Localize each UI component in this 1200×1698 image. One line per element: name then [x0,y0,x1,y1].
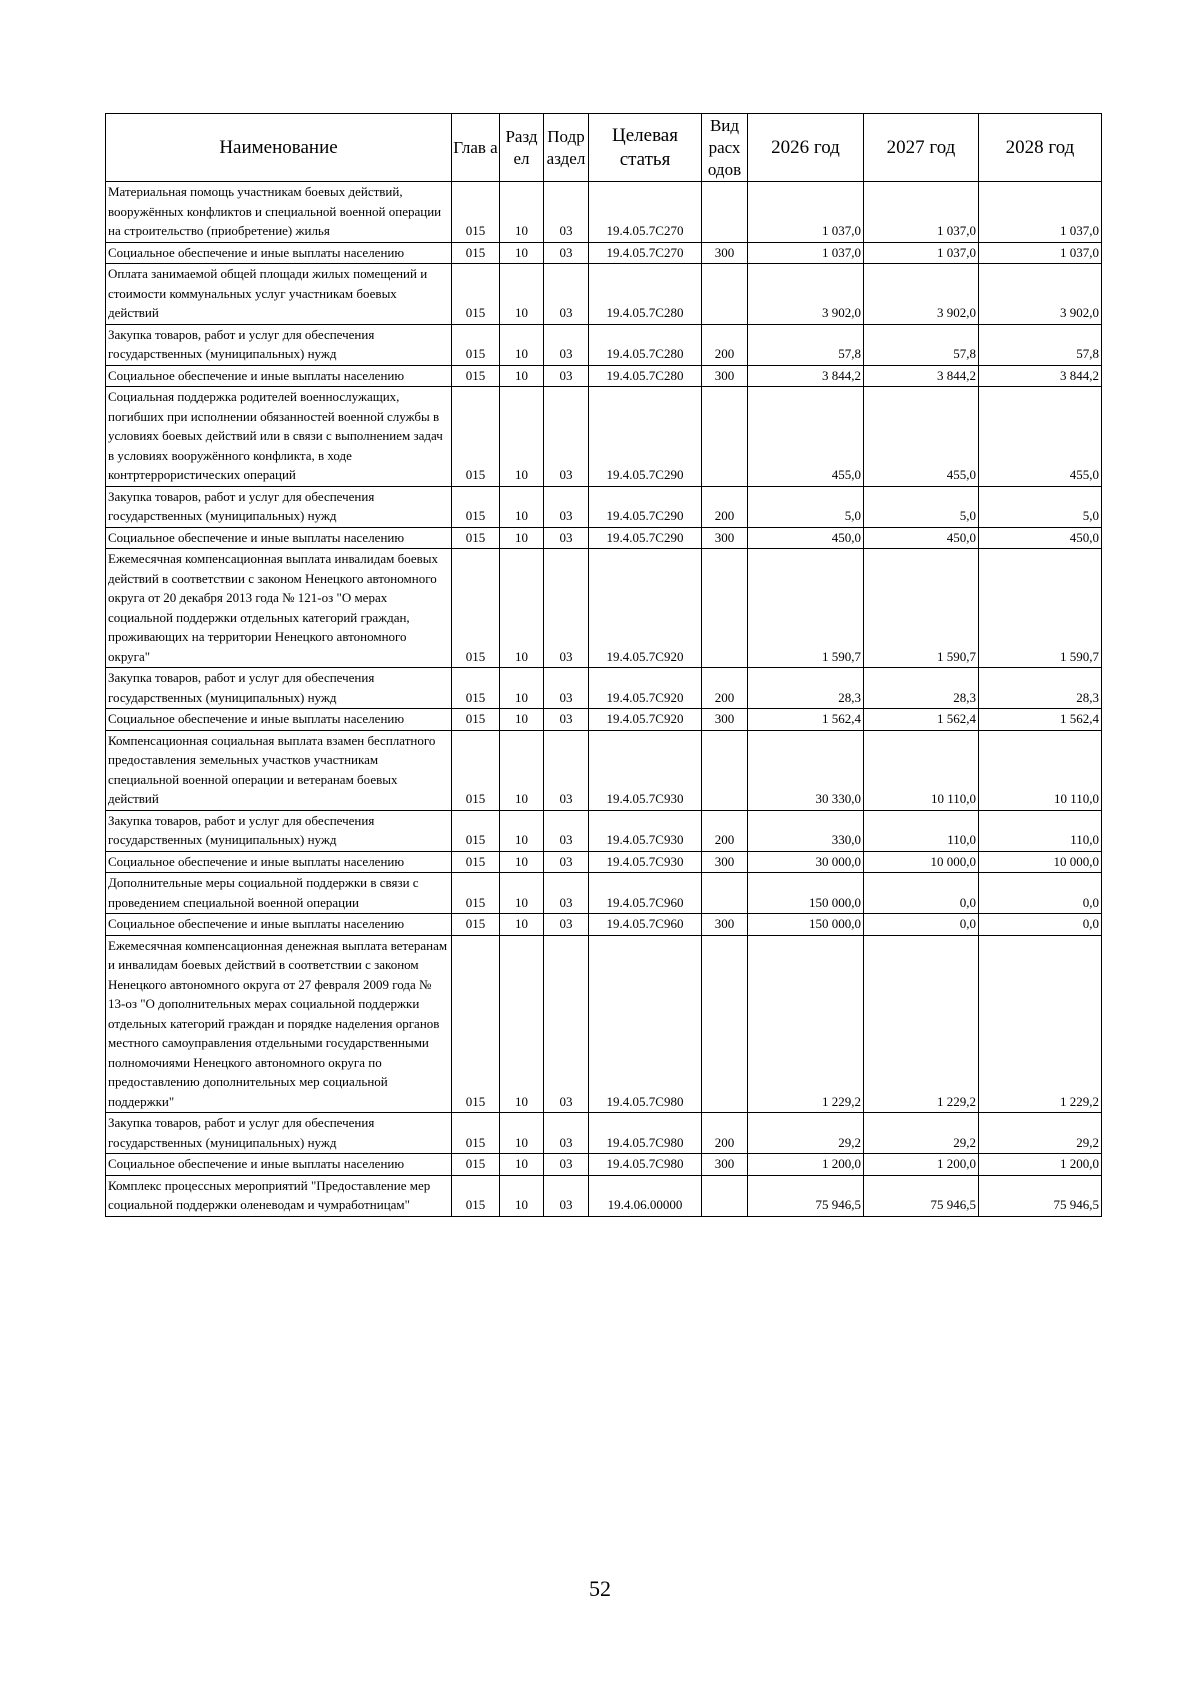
value-2028-cell: 5,0 [979,486,1102,527]
row-name-cell: Социальное обеспечение и иные выплаты населению [106,365,452,387]
row-name-cell: Компенсационная социальная выплата взамен бесплатного предоставления земельных участков участникам специальной военной операции и ветеранам боевых действий [106,730,452,810]
vid-cell [702,182,748,243]
podrazdel-cell: 03 [544,365,589,387]
podrazdel-cell: 03 [544,730,589,810]
vid-cell: 200 [702,810,748,851]
podrazdel-cell: 03 [544,182,589,243]
vid-cell [702,730,748,810]
podrazdel-cell: 03 [544,668,589,709]
value-2028-cell: 29,2 [979,1113,1102,1154]
header-2026: 2026 год [748,114,864,182]
row-name-cell: Закупка товаров, работ и услуг для обеспечения государственных (муниципальных) нужд [106,668,452,709]
podrazdel-cell: 03 [544,935,589,1113]
header-razdel: Разд ел [500,114,544,182]
statya-cell: 19.4.05.7С980 [589,1113,702,1154]
table-row [106,182,1102,243]
header-vid: Вид расх одов [702,114,748,182]
value-2028-cell: 28,3 [979,668,1102,709]
value-2026-cell: 75 946,5 [748,1175,864,1216]
value-2027-cell: 0,0 [864,914,979,936]
header-name: Наименование [106,114,452,182]
statya-cell: 19.4.05.7С290 [589,527,702,549]
table-row [106,387,1102,487]
page-number: 52 [589,1576,611,1601]
value-2027-cell: 1 229,2 [864,935,979,1113]
statya-cell: 19.4.05.7С980 [589,1154,702,1176]
value-2026-cell: 1 229,2 [748,935,864,1113]
value-2028-cell: 3 844,2 [979,365,1102,387]
glava-cell: 015 [452,730,500,810]
razdel-cell: 10 [500,527,544,549]
podrazdel-cell: 03 [544,914,589,936]
podrazdel-cell: 03 [544,264,589,325]
value-2026-cell: 1 590,7 [748,549,864,668]
row-name-cell: Социальное обеспечение и иные выплаты населению [106,914,452,936]
podrazdel-cell: 03 [544,1113,589,1154]
vid-cell [702,935,748,1113]
value-2027-cell: 450,0 [864,527,979,549]
podrazdel-cell: 03 [544,242,589,264]
value-2026-cell: 1 200,0 [748,1154,864,1176]
razdel-cell: 10 [500,668,544,709]
podrazdel-cell: 03 [544,1175,589,1216]
vid-cell: 300 [702,242,748,264]
row-name-cell: Социальное обеспечение и иные выплаты населению [106,709,452,731]
value-2027-cell: 3 902,0 [864,264,979,325]
budget-table [105,113,1102,1217]
statya-cell: 19.4.05.7С930 [589,851,702,873]
value-2028-cell: 10 000,0 [979,851,1102,873]
table-row [106,914,1102,936]
value-2028-cell: 0,0 [979,873,1102,914]
glava-cell: 015 [452,810,500,851]
row-name-cell: Закупка товаров, работ и услуг для обеспечения государственных (муниципальных) нужд [106,486,452,527]
glava-cell: 015 [452,1113,500,1154]
glava-cell: 015 [452,527,500,549]
table-row [106,242,1102,264]
value-2027-cell: 0,0 [864,873,979,914]
vid-cell [702,387,748,487]
glava-cell: 015 [452,387,500,487]
header-statya: Целевая статья [589,114,702,182]
value-2027-cell: 3 844,2 [864,365,979,387]
vid-cell: 300 [702,914,748,936]
razdel-cell: 10 [500,730,544,810]
razdel-cell: 10 [500,873,544,914]
table-row [106,873,1102,914]
statya-cell: 19.4.05.7С960 [589,873,702,914]
table-row [106,486,1102,527]
value-2026-cell: 150 000,0 [748,914,864,936]
row-name-cell: Ежемесячная компенсационная денежная выплата ветеранам и инвалидам боевых действий в соответствии с законом Ненецкого автономного округа от 27 февраля 2009 года № 13-оз "О дополнительных мерах социальной поддержки отдельных категорий граждан и порядке наделения органов местного самоуправления отдельными государственными полномочиями Ненецкого автономного округа по предоставлению дополнительных мер социальной поддержки" [106,935,452,1113]
statya-cell: 19.4.05.7С920 [589,709,702,731]
table-row [106,527,1102,549]
statya-cell: 19.4.05.7С280 [589,365,702,387]
value-2028-cell: 455,0 [979,387,1102,487]
row-name-cell: Закупка товаров, работ и услуг для обеспечения государственных (муниципальных) нужд [106,1113,452,1154]
table-row [106,1154,1102,1176]
razdel-cell: 10 [500,387,544,487]
value-2028-cell: 1 200,0 [979,1154,1102,1176]
razdel-cell: 10 [500,851,544,873]
vid-cell: 200 [702,324,748,365]
statya-cell: 19.4.06.00000 [589,1175,702,1216]
row-name-cell: Материальная помощь участникам боевых действий, вооружённых конфликтов и специальной военной операции на строительство (приобретение) жилья [106,182,452,243]
header-glava: Глав а [452,114,500,182]
razdel-cell: 10 [500,486,544,527]
value-2026-cell: 3 902,0 [748,264,864,325]
row-name-cell: Социальное обеспечение и иные выплаты населению [106,527,452,549]
value-2026-cell: 29,2 [748,1113,864,1154]
row-name-cell: Комплекс процессных мероприятий "Предоставление мер социальной поддержки оленеводам и чумработницам" [106,1175,452,1216]
value-2026-cell: 330,0 [748,810,864,851]
podrazdel-cell: 03 [544,324,589,365]
row-name-cell: Оплата занимаемой общей площади жилых помещений и стоимости коммунальных услуг участникам боевых действий [106,264,452,325]
value-2027-cell: 5,0 [864,486,979,527]
row-name-cell: Ежемесячная компенсационная выплата инвалидам боевых действий в соответствии с законом Ненецкого автономного округа от 20 декабря 2013 года № 121-оз "О мерах социальной поддержки отдельных категорий граждан, проживающих на территории Ненецкого автономного округа" [106,549,452,668]
value-2026-cell: 28,3 [748,668,864,709]
value-2027-cell: 29,2 [864,1113,979,1154]
value-2027-cell: 28,3 [864,668,979,709]
row-name-cell: Дополнительные меры социальной поддержки в связи с проведением специальной военной операции [106,873,452,914]
table-row [106,851,1102,873]
value-2026-cell: 5,0 [748,486,864,527]
table-row [106,324,1102,365]
statya-cell: 19.4.05.7С920 [589,549,702,668]
value-2028-cell: 0,0 [979,914,1102,936]
razdel-cell: 10 [500,810,544,851]
value-2026-cell: 1 037,0 [748,182,864,243]
podrazdel-cell: 03 [544,873,589,914]
razdel-cell: 10 [500,182,544,243]
statya-cell: 19.4.05.7С270 [589,182,702,243]
vid-cell: 300 [702,709,748,731]
header-2027: 2027 год [864,114,979,182]
vid-cell: 300 [702,851,748,873]
value-2026-cell: 3 844,2 [748,365,864,387]
value-2028-cell: 75 946,5 [979,1175,1102,1216]
value-2027-cell: 1 562,4 [864,709,979,731]
value-2027-cell: 110,0 [864,810,979,851]
value-2026-cell: 1 562,4 [748,709,864,731]
value-2028-cell: 1 037,0 [979,182,1102,243]
vid-cell: 300 [702,1154,748,1176]
statya-cell: 19.4.05.7С920 [589,668,702,709]
razdel-cell: 10 [500,1175,544,1216]
vid-cell: 300 [702,365,748,387]
podrazdel-cell: 03 [544,851,589,873]
glava-cell: 015 [452,1175,500,1216]
glava-cell: 015 [452,914,500,936]
value-2028-cell: 1 229,2 [979,935,1102,1113]
glava-cell: 015 [452,549,500,668]
podrazdel-cell: 03 [544,709,589,731]
table-body [106,182,1102,1217]
glava-cell: 015 [452,709,500,731]
value-2028-cell: 450,0 [979,527,1102,549]
statya-cell: 19.4.05.7С280 [589,264,702,325]
value-2026-cell: 150 000,0 [748,873,864,914]
value-2028-cell: 10 110,0 [979,730,1102,810]
glava-cell: 015 [452,486,500,527]
table-row [106,668,1102,709]
podrazdel-cell: 03 [544,527,589,549]
razdel-cell: 10 [500,914,544,936]
value-2026-cell: 450,0 [748,527,864,549]
glava-cell: 015 [452,935,500,1113]
statya-cell: 19.4.05.7С280 [589,324,702,365]
statya-cell: 19.4.05.7С980 [589,935,702,1113]
table-row [106,935,1102,1113]
header-row [106,114,1102,182]
value-2027-cell: 455,0 [864,387,979,487]
statya-cell: 19.4.05.7С960 [589,914,702,936]
podrazdel-cell: 03 [544,387,589,487]
vid-cell: 300 [702,527,748,549]
glava-cell: 015 [452,873,500,914]
glava-cell: 015 [452,242,500,264]
glava-cell: 015 [452,324,500,365]
value-2027-cell: 1 037,0 [864,242,979,264]
value-2027-cell: 10 110,0 [864,730,979,810]
razdel-cell: 10 [500,264,544,325]
razdel-cell: 10 [500,709,544,731]
glava-cell: 015 [452,1154,500,1176]
value-2027-cell: 57,8 [864,324,979,365]
value-2027-cell: 10 000,0 [864,851,979,873]
header-2028: 2028 год [979,114,1102,182]
razdel-cell: 10 [500,1154,544,1176]
row-name-cell: Закупка товаров, работ и услуг для обеспечения государственных (муниципальных) нужд [106,810,452,851]
table-row [106,709,1102,731]
glava-cell: 015 [452,264,500,325]
table-row [106,730,1102,810]
vid-cell: 200 [702,486,748,527]
table-row [106,1113,1102,1154]
value-2026-cell: 455,0 [748,387,864,487]
razdel-cell: 10 [500,1113,544,1154]
vid-cell [702,264,748,325]
statya-cell: 19.4.05.7С270 [589,242,702,264]
vid-cell [702,873,748,914]
razdel-cell: 10 [500,935,544,1113]
value-2026-cell: 1 037,0 [748,242,864,264]
value-2027-cell: 1 590,7 [864,549,979,668]
razdel-cell: 10 [500,242,544,264]
header-podrazdel: Подр аздел [544,114,589,182]
value-2028-cell: 110,0 [979,810,1102,851]
statya-cell: 19.4.05.7С930 [589,810,702,851]
vid-cell [702,549,748,668]
row-name-cell: Социальная поддержка родителей военнослужащих, погибших при исполнении обязанностей военной службы в условиях боевых действий или в связи с выполнением задач в условиях вооружённого конфликта, в ходе контртеррористических операций [106,387,452,487]
vid-cell: 200 [702,668,748,709]
value-2027-cell: 1 037,0 [864,182,979,243]
statya-cell: 19.4.05.7С290 [589,486,702,527]
value-2027-cell: 1 200,0 [864,1154,979,1176]
glava-cell: 015 [452,851,500,873]
value-2028-cell: 1 562,4 [979,709,1102,731]
value-2026-cell: 57,8 [748,324,864,365]
vid-cell: 200 [702,1113,748,1154]
row-name-cell: Закупка товаров, работ и услуг для обеспечения государственных (муниципальных) нужд [106,324,452,365]
value-2028-cell: 57,8 [979,324,1102,365]
value-2028-cell: 1 037,0 [979,242,1102,264]
value-2026-cell: 30 330,0 [748,730,864,810]
podrazdel-cell: 03 [544,486,589,527]
statya-cell: 19.4.05.7С930 [589,730,702,810]
table-row [106,365,1102,387]
glava-cell: 015 [452,182,500,243]
glava-cell: 015 [452,365,500,387]
value-2027-cell: 75 946,5 [864,1175,979,1216]
table-row [106,264,1102,325]
table-row [106,1175,1102,1216]
value-2028-cell: 1 590,7 [979,549,1102,668]
razdel-cell: 10 [500,324,544,365]
glava-cell: 015 [452,668,500,709]
podrazdel-cell: 03 [544,549,589,668]
row-name-cell: Социальное обеспечение и иные выплаты населению [106,242,452,264]
statya-cell: 19.4.05.7С290 [589,387,702,487]
podrazdel-cell: 03 [544,1154,589,1176]
table-row [106,810,1102,851]
razdel-cell: 10 [500,365,544,387]
value-2026-cell: 30 000,0 [748,851,864,873]
vid-cell [702,1175,748,1216]
value-2028-cell: 3 902,0 [979,264,1102,325]
podrazdel-cell: 03 [544,810,589,851]
row-name-cell: Социальное обеспечение и иные выплаты населению [106,1154,452,1176]
razdel-cell: 10 [500,549,544,668]
row-name-cell: Социальное обеспечение и иные выплаты населению [106,851,452,873]
table-row [106,549,1102,668]
